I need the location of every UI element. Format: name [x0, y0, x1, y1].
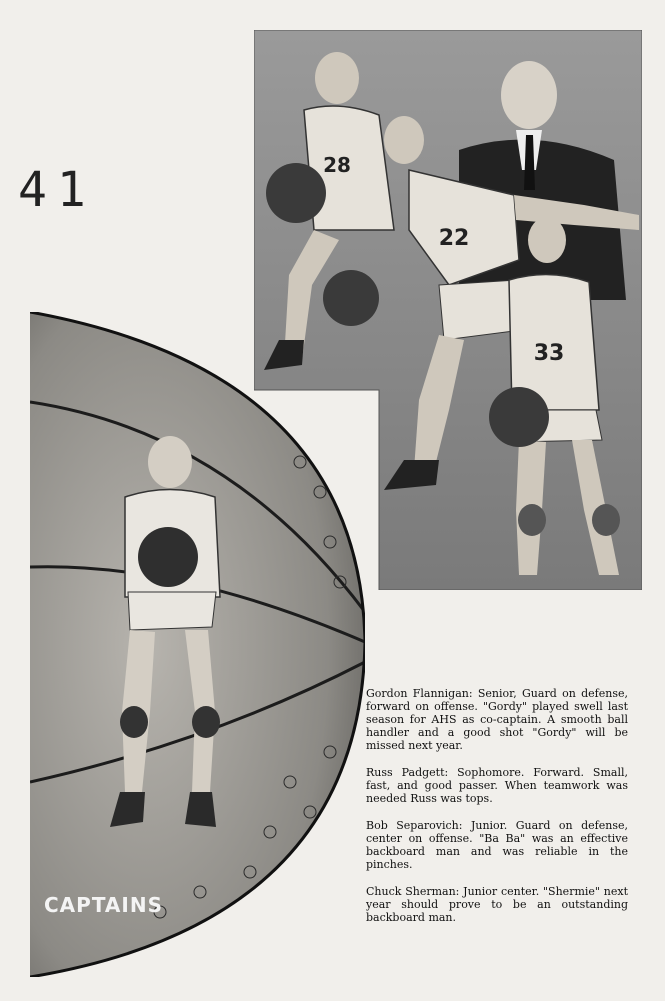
player-bios: [366, 687, 628, 938]
bio-chuck-sherman: Chuck Sherman: Junior center. "Shermie" next year should prove to be an outstanding backboard man.: [366, 885, 628, 924]
jersey-22: 22: [438, 226, 470, 251]
bio-gordon-flannigan: Gordon Flannigan: Senior, Guard on defense, forward on offense. "Gordy" played swell last season for AHS as co-captain. A smooth ball handler and a good shot "Gordy" will be missed next year.: [366, 687, 628, 752]
page-number: 41: [18, 162, 96, 218]
bio-russ-padgett: Russ Padgett: Sophomore. Forward. Small, fast, and good passer. When teamwork was needed Russ was tops.: [366, 766, 628, 805]
captain-photo: [30, 312, 365, 977]
captains-label: CAPTAINS: [44, 893, 163, 917]
jersey-33: 33: [533, 341, 565, 366]
jersey-28: 28: [323, 153, 351, 177]
bio-bob-separovich: Bob Separovich: Junior. Guard on defense, center on offense. "Ba Ba" was an effective backboard man and was reliable in the pinches.: [366, 819, 628, 871]
